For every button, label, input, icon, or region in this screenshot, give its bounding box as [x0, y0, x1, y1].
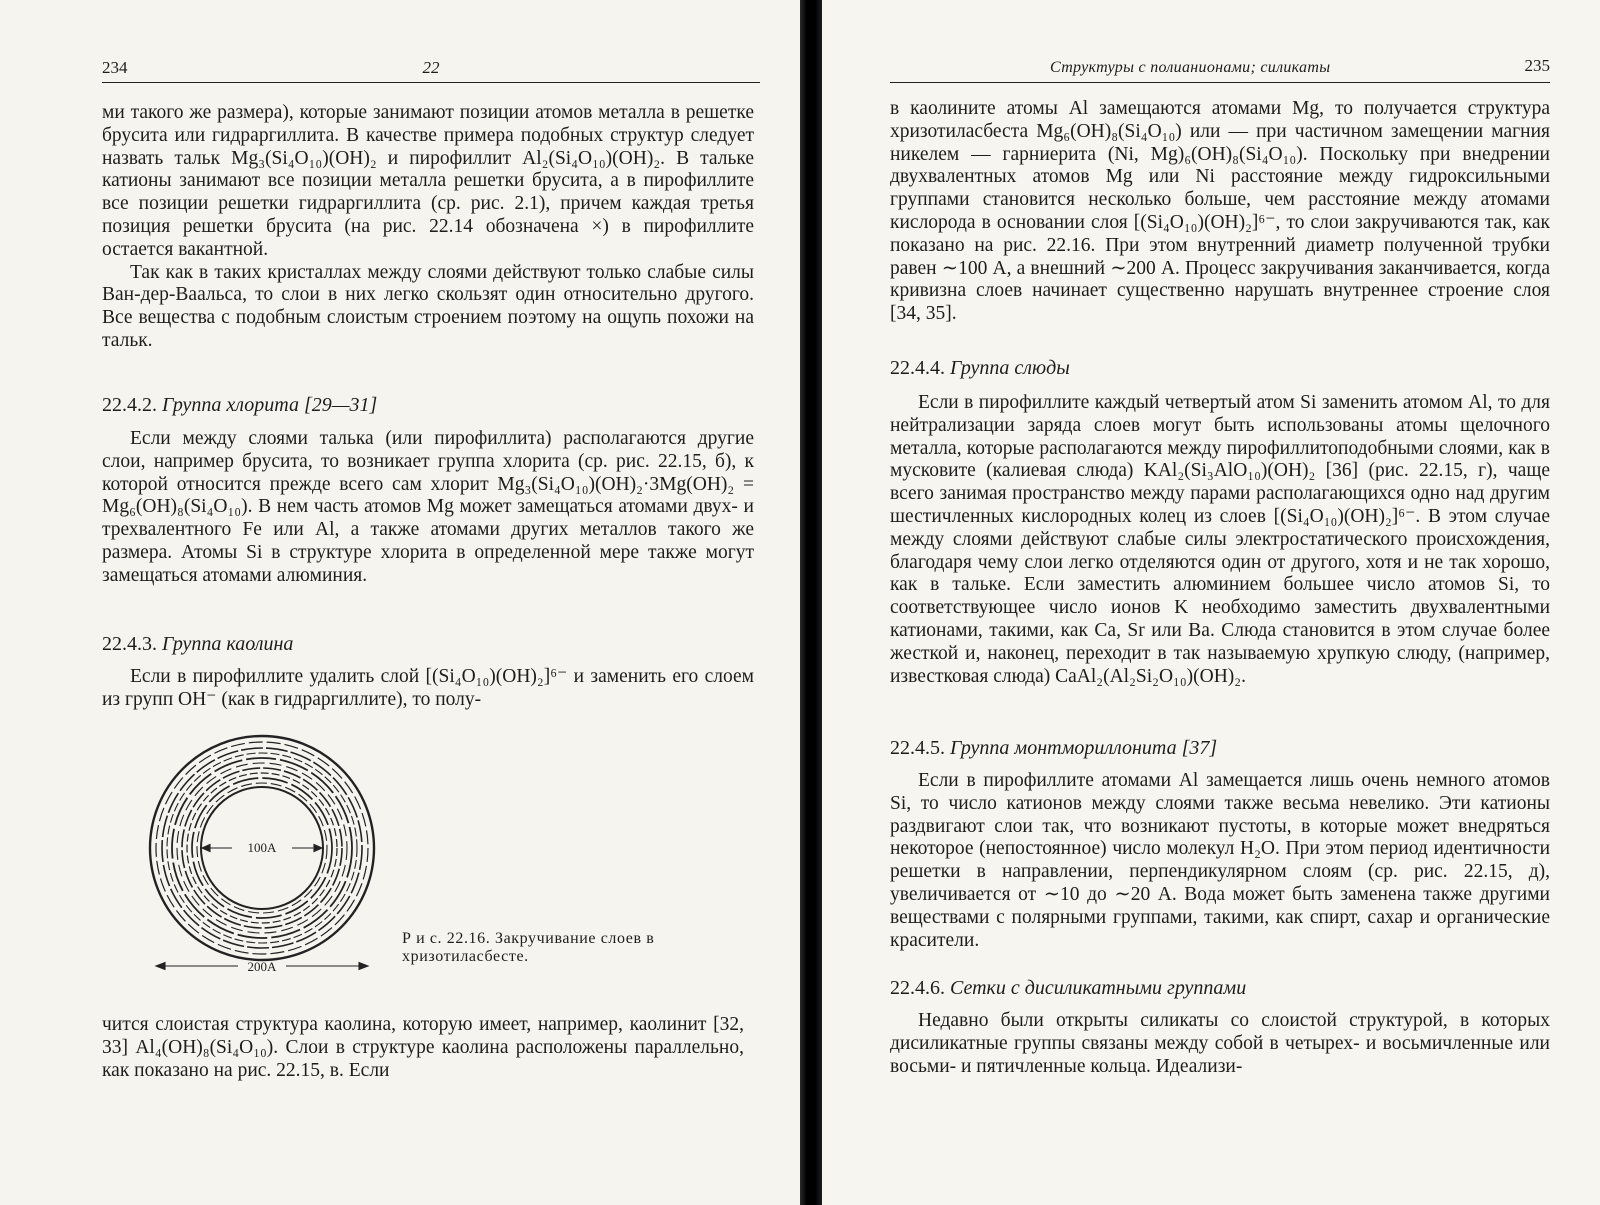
section-number: 22.4.3. — [102, 633, 157, 655]
section-heading — [102, 393, 377, 417]
section-title: Группа монтмориллонита [37] — [950, 737, 1218, 759]
paragraph: в каолините атомы Al замещаются атомами Mg, то получается структура хризотиласбеста Mg₆(OH)₈(Si₄O₁₀) или — при частичном замещении магния никелем — гарниерита (Ni, Mg)₆(OH)₈(Si₄O₁₀). Поскольку при внедрении двухвалентных атомов Mg или Ni расстояние между гидроксильными группами становится несколько больше, чем расстояние между атомами кислорода в основании слоя [(Si₄O₁₀)(OH)₂]⁶⁻, то слои закручиваются так, как показано на рис. 22.16. При этом внутренний диаметр полученной трубки равен ∼100 А, а внешний ∼200 А. Процесс закручивания заканчивается, когда кривизна слоев начинает существенно нарушать внутреннее строение слоя [34, 35]. — [890, 98, 1550, 325]
paragraph: Так как в таких кристаллах между слоями действуют только слабые силы Ван-дер-Ваальса, то слои в них легко скользят один относительно другого. Все вещества с подобным слоистым строением поэтому на ощупь похожи на тальк. — [102, 261, 754, 351]
chapter-number: 22 — [422, 58, 440, 77]
section-number: 22.4.6. — [890, 977, 945, 999]
section-number: 22.4.2. — [102, 394, 157, 416]
left-text-block-2 — [102, 428, 754, 588]
section-title: Группа слюды — [950, 357, 1070, 379]
right-text-block-2 — [890, 392, 1550, 688]
right-text-block-1 — [890, 98, 1550, 326]
left-running-head — [102, 56, 760, 83]
section-heading — [890, 356, 1070, 380]
book-spine — [800, 0, 822, 1205]
section-title: Группа каолина — [162, 633, 294, 655]
paragraph: Недавно были открыты силикаты со слоистой структурой, в которых дисиликатные группы связаны между собой в четырех- и восьмичленные или восьми- и пятичленные кольца. Идеализи- — [890, 1010, 1550, 1077]
paragraph: Если в пирофиллите каждый четвертый атом Si заменить атомом Al, то для нейтрализации заряда слоев могут быть использованы атомы щелочного металла, которые располагаются между пирофиллитоподобными слоями, как в мусковите (калиевая слюда) KAl₂(Si₃AlO₁₀)(OH)₂ [36] (рис. 22.15, г), чаще всего занимая пространство между парами располагающихся одно над другим шестичленных кислородных колец из слоев [(Si₄O₁₀)(OH)₂]⁶⁻. В этом случае между слоями действуют слабые силы электростатического происхождения, благодаря чему слои легко отделяются один от другого, хотя и не так хорошо, как в тальке. Если заместить алюминием большее число атомов Si, то соответствующее число ионов K необходимо заместить двухвалентными катионами, такими, как Ca, Sr или Ba. Слюда становится в этом случае более жесткой и, наконец, переходит в так называемую хрупкую слюду, (например, известковая слюда) CaAl₂(Al₂Si₂O₁₀)(OH)₂. — [890, 392, 1550, 687]
page-number-left: 234 — [102, 58, 128, 77]
right-page — [822, 0, 1600, 1205]
paragraph: ми такого же размера), которые занимают позиции атомов металла в решетке брусита или гидраргиллита. В качестве примера подобных структур следует назвать тальк Mg₃(Si₄O₁₀)(OH)₂ и пирофиллит Al₂(Si₄O₁₀)(OH)₂. В тальке катионы занимают все позиции металла решетки брусита, а в пирофиллите все позиции решетки гидраргиллита (ср. рис. 2.1), причем каждая третья позиция решетки брусита (на рис. 22.14 обозначена ×) в пирофиллите остается вакантной. — [102, 102, 754, 260]
section-heading — [102, 632, 293, 656]
left-text-block-1 — [102, 102, 754, 353]
section-number: 22.4.4. — [890, 357, 945, 379]
page-number-right: 235 — [1524, 56, 1550, 75]
section-heading — [890, 976, 1246, 1000]
section-heading — [890, 736, 1217, 760]
section-title: Группа хлорита [29—31] — [162, 394, 378, 416]
left-text-block-3 — [102, 666, 754, 712]
inner-diameter-label: 100A — [247, 840, 277, 855]
concentric-rings-diagram — [140, 726, 400, 986]
section-number: 22.4.5. — [890, 737, 945, 759]
section-title: Сетки с дисиликатными группами — [950, 977, 1247, 999]
paragraph: Если между слоями талька (или пирофиллита) располагаются другие слои, например брусита, то возникает группа хлорита (ср. рис. 22.15, б), к которой относится прежде всего сам хлорит Mg₃(Si₄O₁₀)(OH)₂·3Mg(OH)₂ = Mg₆(OH)₈(Si₄O₁₀). В нем часть атомов Mg может замещаться атомами двух- и трехвалентного Fe или Al, а также атомами других металлов такого же размера. Атомы Si в структуре хлорита в определенной мере также могут замещаться атомами алюминия. — [102, 428, 754, 586]
running-title: Структуры с полианионами; силикаты — [1050, 59, 1331, 76]
left-text-block-4 — [102, 1014, 744, 1082]
figure-22-16 — [140, 726, 660, 996]
paragraph: чится слоистая структура каолина, которую имеет, например, каолинит [32, 33] Al₄(OH)₈(Si₄O₁₀). Слои в структуре каолина расположены параллельно, как показано на рис. 22.15, в. Если — [102, 1014, 744, 1081]
right-text-block-4 — [890, 1010, 1550, 1078]
paragraph: Если в пирофиллите удалить слой [(Si₄O₁₀)(OH)₂]⁶⁻ и заменить его слоем из групп OH⁻ (как в гидраргиллите), то полу- — [102, 666, 754, 710]
outer-diameter-label: 200A — [247, 959, 277, 974]
right-running-head — [890, 56, 1550, 83]
figure-caption: Р и с. 22.16. Закручивание слоев в хризотиласбесте. — [402, 930, 655, 965]
paragraph: Если в пирофиллите атомами Al замещается лишь очень немного атомов Si, то число катионов между слоями также весьма невелико. Эти катионы раздвигают слои так, что возникают пустоты, в которые может внедряться некоторое (непостоянное) число молекул H₂O. При этом период идентичности решетки в направлении, перпендикулярном слоям (ср. рис. 22.15, д), увеличивается от ∼10 до ∼20 А. Вода может быть заменена также другими веществами с полярными группами, такими, как спирт, сахар и органические красители. — [890, 770, 1550, 951]
right-text-block-3 — [890, 770, 1550, 952]
